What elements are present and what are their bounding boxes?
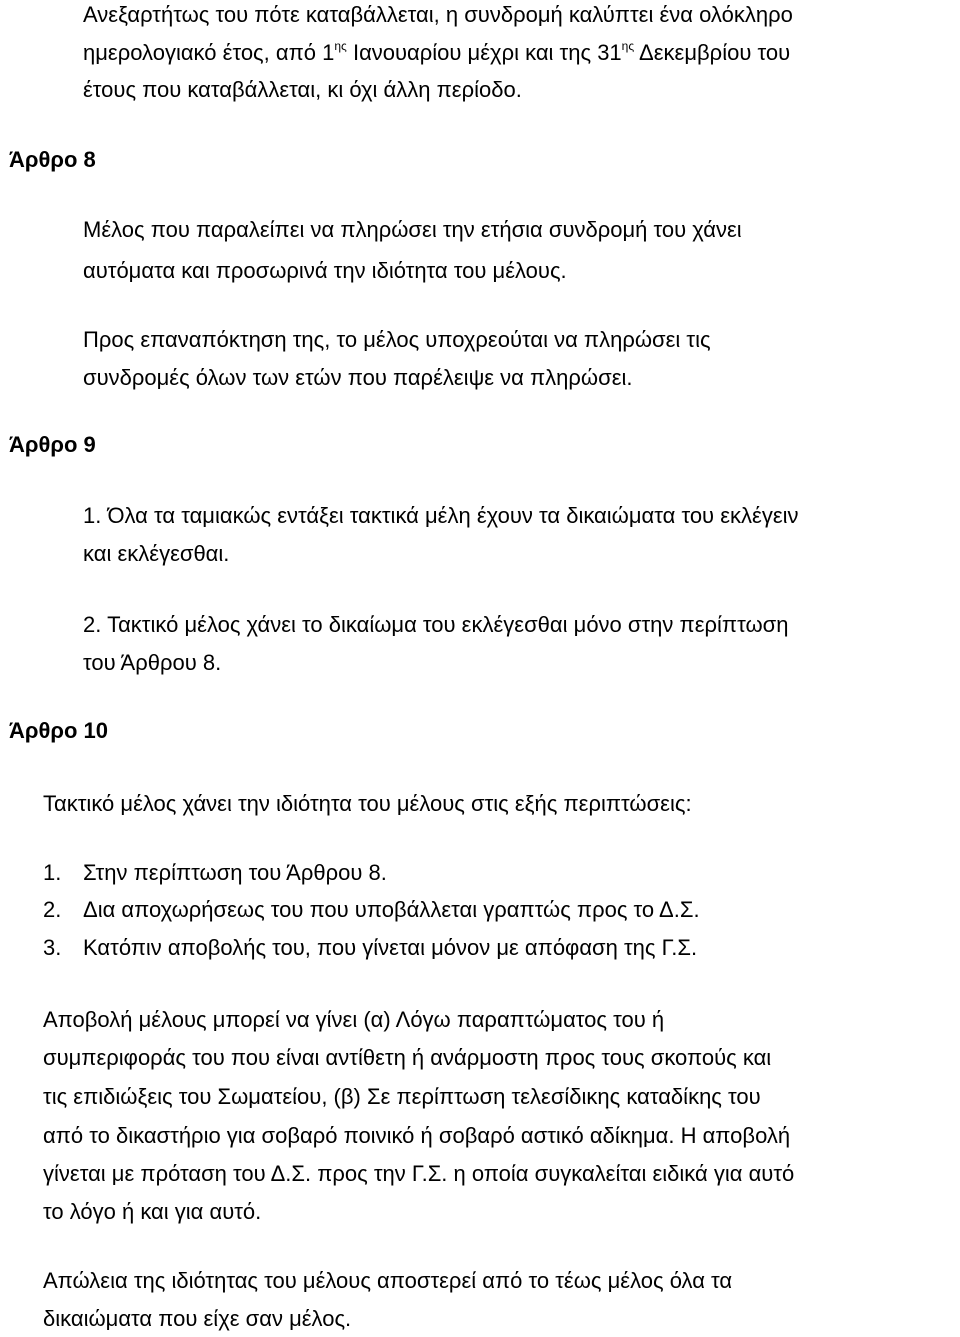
loss-line-1: Απώλεια της ιδιότητας του μέλους αποστερεί από το τέως μέλος όλα τα	[43, 1268, 733, 1293]
expulsion-line-4: από το δικαστήριο για σοβαρό ποινικό ή σοβαρό αστικό αδίκημα. Η αποβολή	[43, 1123, 791, 1148]
article-8-para-2-line-1: Προς επαναπόκτηση της, το μέλος υποχρεούται να πληρώσει τις	[83, 327, 711, 352]
article-9-item-1-line-2: και εκλέγεσθαι.	[83, 541, 230, 566]
article-9-item-2-line-2: του Άρθρου 8.	[83, 650, 222, 675]
intro-text-a: ημερολογιακό έτος, από 1	[83, 40, 335, 65]
list-item	[43, 856, 387, 890]
intro-line-2	[83, 34, 790, 71]
article-8-para-1-line-2: αυτόματα και προσωρινά την ιδιότητα του μέλους.	[83, 258, 567, 283]
list-item	[43, 893, 700, 927]
expulsion-line-6: το λόγο ή και για αυτό.	[43, 1199, 262, 1224]
expulsion-line-2: συμπεριφοράς του που είναι αντίθετη ή ανάρμοστη προς τους σκοπούς και	[43, 1045, 772, 1070]
list-text: Στην περίπτωση του Άρθρου 8.	[83, 860, 387, 885]
expulsion-line-3: τις επιδιώξεις του Σωματείου, (β) Σε περίπτωση τελεσίδικης καταδίκης του	[43, 1084, 761, 1109]
article-10-heading: Άρθρο 10	[9, 718, 109, 743]
list-item	[43, 931, 697, 965]
list-number: 3.	[43, 935, 62, 960]
article-9-heading: Άρθρο 9	[9, 432, 96, 457]
intro-line-3: έτους που καταβάλλεται, κι όχι άλλη περίοδο.	[83, 77, 522, 102]
article-8-heading: Άρθρο 8	[9, 147, 96, 172]
intro-text-c: Δεκεμβρίου του	[634, 40, 791, 65]
list-text: Δια αποχωρήσεως του που υποβάλλεται γραπτώς προς το Δ.Σ.	[83, 897, 700, 922]
intro-text-b: Ιανουαρίου μέχρι και της 31	[346, 40, 622, 65]
intro-line-1: Ανεξαρτήτως του πότε καταβάλλεται, η συνδρομή καλύπτει ένα ολόκληρο	[83, 2, 793, 27]
list-number: 1.	[43, 860, 62, 885]
ordinal-suffix: ης	[621, 39, 635, 53]
list-text: Κατόπιν αποβολής του, που γίνεται μόνον με απόφαση της Γ.Σ.	[83, 935, 698, 960]
article-8-para-2-line-2: συνδρομές όλων των ετών που παρέλειψε να πληρώσει.	[83, 365, 633, 390]
expulsion-line-5: γίνεται με πρόταση του Δ.Σ. προς την Γ.Σ. η οποία συγκαλείται ειδικά για αυτό	[43, 1161, 795, 1186]
article-8-para-1-line-1: Μέλος που παραλείπει να πληρώσει την ετήσια συνδρομή του χάνει	[83, 217, 742, 242]
article-9-item-2-line-1: 2. Τακτικό μέλος χάνει το δικαίωμα του εκλέγεσθαι μόνο στην περίπτωση	[83, 612, 789, 637]
expulsion-line-1: Αποβολή μέλους μπορεί να γίνει (α) Λόγω παραπτώματος του ή	[43, 1007, 665, 1032]
list-number: 2.	[43, 897, 62, 922]
ordinal-suffix: ης	[334, 39, 347, 53]
loss-line-2: δικαιώματα που είχε σαν μέλος.	[43, 1306, 352, 1331]
article-9-item-1-line-1: 1. Όλα τα ταμιακώς εντάξει τακτικά μέλη έχουν τα δικαιώματα του εκλέγειν	[83, 503, 799, 528]
article-10-lead: Τακτικό μέλος χάνει την ιδιότητα του μέλους στις εξής περιπτώσεις:	[43, 791, 692, 816]
